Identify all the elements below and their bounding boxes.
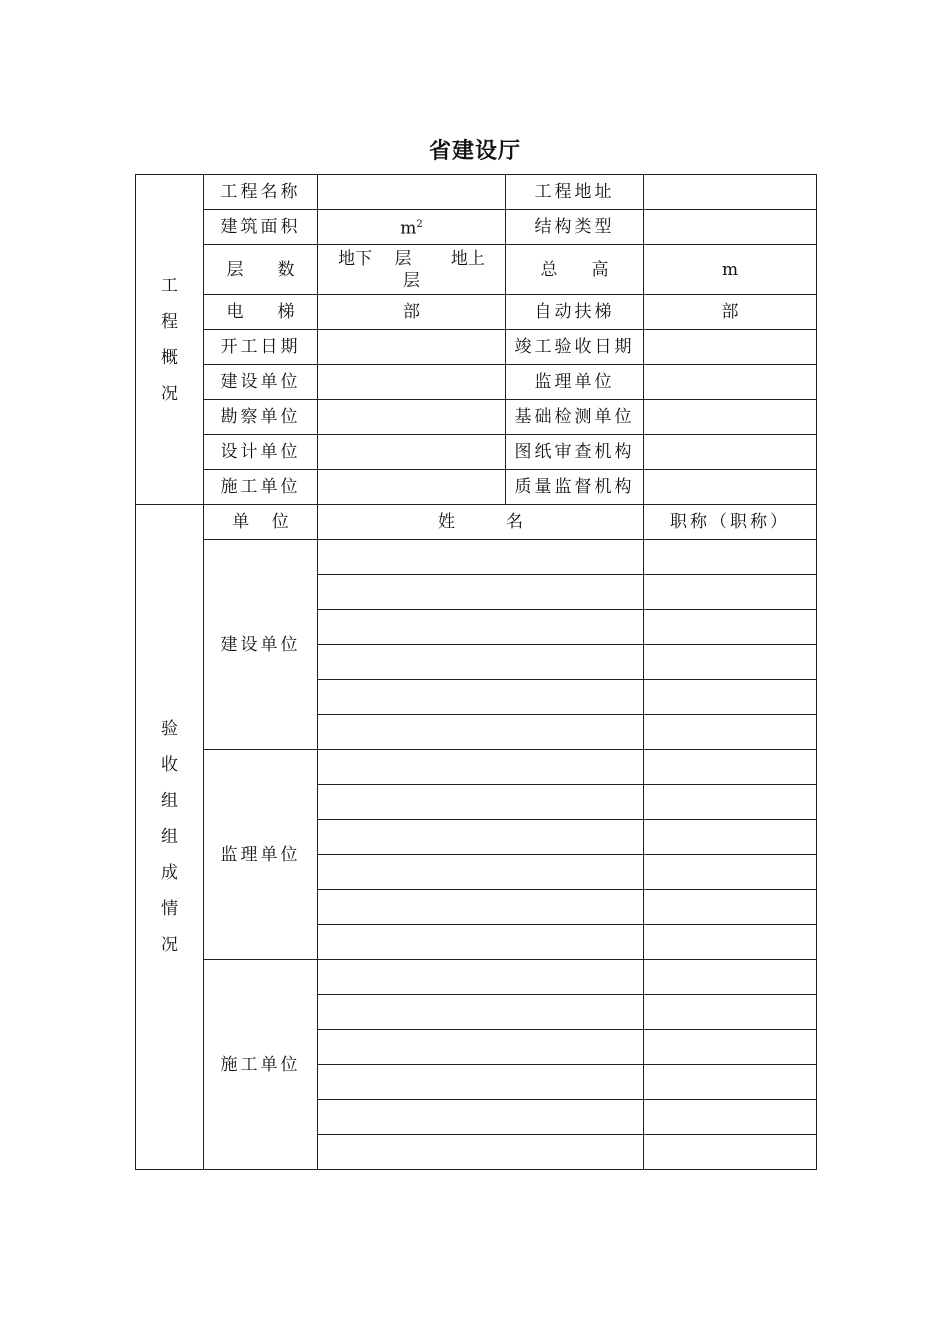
member-row	[136, 540, 817, 575]
foundation-test-unit-field[interactable]	[644, 400, 817, 435]
member-name-field[interactable]	[318, 645, 644, 680]
member-name-field[interactable]	[318, 820, 644, 855]
total-height-field[interactable]: m	[644, 245, 817, 295]
member-title-field[interactable]	[644, 680, 817, 715]
member-row	[136, 960, 817, 995]
member-title-field[interactable]	[644, 820, 817, 855]
row-design-unit	[136, 435, 817, 470]
member-title-field[interactable]	[644, 715, 817, 750]
member-title-field[interactable]	[644, 1100, 817, 1135]
member-name-field[interactable]	[318, 1100, 644, 1135]
section-members-label: 验 收 组 组 成 情 况	[161, 719, 178, 955]
drawing-review-label: 图纸审查机构	[506, 435, 644, 470]
member-title-field[interactable]	[644, 540, 817, 575]
drawing-review-field[interactable]	[644, 435, 817, 470]
member-title-field[interactable]	[644, 995, 817, 1030]
member-name-field[interactable]	[318, 1030, 644, 1065]
section-members	[136, 505, 204, 1170]
section-overview-label: 工 程 概 况	[161, 275, 178, 404]
member-title-field[interactable]	[644, 1030, 817, 1065]
member-name-field[interactable]	[318, 890, 644, 925]
total-height-label: 总 高	[506, 245, 644, 295]
escalator-field[interactable]: 部	[644, 295, 817, 330]
member-name-field[interactable]	[318, 1065, 644, 1100]
row-floors	[136, 245, 817, 295]
survey-unit-field[interactable]	[318, 400, 506, 435]
project-address-label: 工程地址	[506, 175, 644, 210]
member-title-field[interactable]	[644, 610, 817, 645]
member-name-field[interactable]	[318, 960, 644, 995]
group-contractor: 施工单位	[204, 960, 318, 1170]
project-name-field[interactable]	[318, 175, 506, 210]
elevator-label: 电 梯	[204, 295, 318, 330]
row-survey-unit	[136, 400, 817, 435]
member-title-field[interactable]	[644, 785, 817, 820]
foundation-test-unit-label: 基础检测单位	[506, 400, 644, 435]
member-name-field[interactable]	[318, 680, 644, 715]
completion-date-field[interactable]	[644, 330, 817, 365]
member-name-field[interactable]	[318, 540, 644, 575]
member-name-field[interactable]	[318, 575, 644, 610]
member-name-field[interactable]	[318, 855, 644, 890]
member-title-field[interactable]	[644, 890, 817, 925]
survey-unit-label: 勘察单位	[204, 400, 318, 435]
structure-type-label: 结构类型	[506, 210, 644, 245]
group-construction-unit: 建设单位	[204, 540, 318, 750]
column-header-unit: 单 位	[204, 505, 318, 540]
design-unit-label: 设计单位	[204, 435, 318, 470]
row-members-header	[136, 505, 817, 540]
floors-label: 层 数	[204, 245, 318, 295]
contractor-label: 施工单位	[204, 470, 318, 505]
building-area-label: 建筑面积	[204, 210, 318, 245]
member-name-field[interactable]	[318, 785, 644, 820]
start-date-label: 开工日期	[204, 330, 318, 365]
row-dates	[136, 330, 817, 365]
page-title: 省建设厅	[428, 139, 521, 164]
member-title-field[interactable]	[644, 1135, 817, 1170]
contractor-field[interactable]	[318, 470, 506, 505]
group-supervision-unit: 监理单位	[204, 750, 318, 960]
construction-unit-field[interactable]	[318, 365, 506, 400]
supervision-unit-label: 监理单位	[506, 365, 644, 400]
member-title-field[interactable]	[644, 645, 817, 680]
column-header-title: 职称（职称）	[644, 505, 817, 540]
row-project-name	[136, 175, 817, 210]
supervision-unit-field[interactable]	[644, 365, 817, 400]
member-row	[136, 750, 817, 785]
project-address-field[interactable]	[644, 175, 817, 210]
completion-date-label: 竣工验收日期	[506, 330, 644, 365]
member-name-field[interactable]	[318, 750, 644, 785]
escalator-label: 自动扶梯	[506, 295, 644, 330]
member-title-field[interactable]	[644, 925, 817, 960]
column-header-name: 姓 名	[318, 505, 644, 540]
member-title-field[interactable]	[644, 750, 817, 785]
row-contractor	[136, 470, 817, 505]
construction-unit-label: 建设单位	[204, 365, 318, 400]
design-unit-field[interactable]	[318, 435, 506, 470]
member-name-field[interactable]	[318, 995, 644, 1030]
member-name-field[interactable]	[318, 1135, 644, 1170]
member-title-field[interactable]	[644, 1065, 817, 1100]
start-date-field[interactable]	[318, 330, 506, 365]
floors-field[interactable]: 地下 层 地上 层	[318, 245, 506, 295]
member-title-field[interactable]	[644, 960, 817, 995]
row-building-area	[136, 210, 817, 245]
member-title-field[interactable]	[644, 575, 817, 610]
member-name-field[interactable]	[318, 610, 644, 645]
acceptance-form-table	[135, 174, 817, 1170]
member-name-field[interactable]	[318, 925, 644, 960]
structure-type-field[interactable]	[644, 210, 817, 245]
row-elevator	[136, 295, 817, 330]
member-title-field[interactable]	[644, 855, 817, 890]
section-overview	[136, 175, 204, 505]
member-name-field[interactable]	[318, 715, 644, 750]
quality-supervision-field[interactable]	[644, 470, 817, 505]
elevator-field[interactable]: 部	[318, 295, 506, 330]
quality-supervision-label: 质量监督机构	[506, 470, 644, 505]
row-construction-unit	[136, 365, 817, 400]
project-name-label: 工程名称	[204, 175, 318, 210]
building-area-field[interactable]: $m^2$	[318, 210, 506, 245]
